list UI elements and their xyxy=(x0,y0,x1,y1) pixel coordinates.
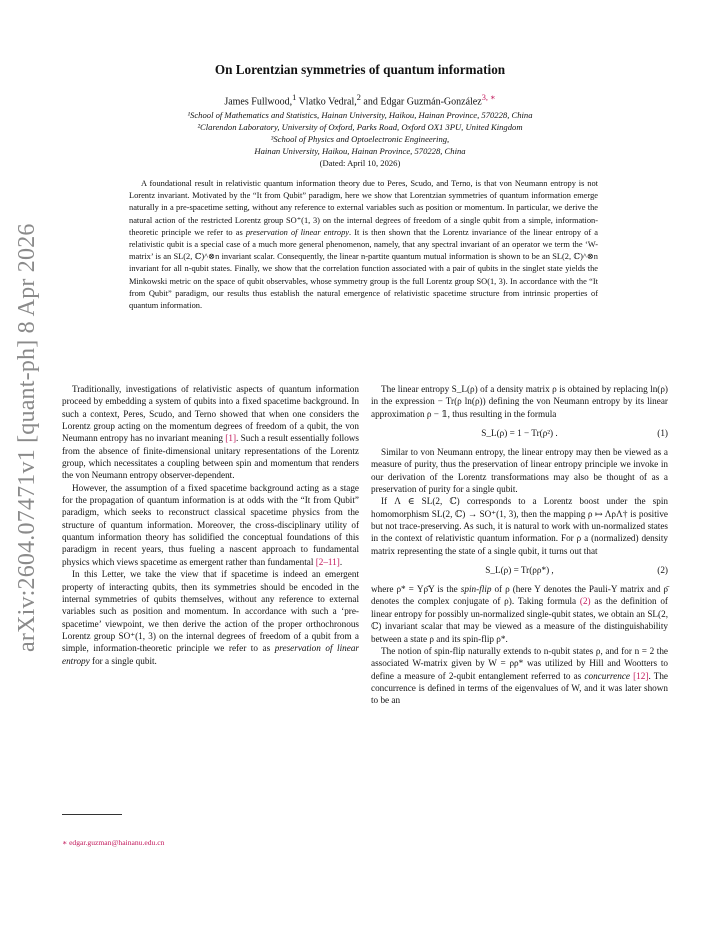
affiliations xyxy=(0,109,720,157)
equation-2 xyxy=(371,557,668,583)
author-2-affil: 2 xyxy=(356,93,361,102)
text: for a single qubit. xyxy=(89,655,157,666)
text: where ρ* = Yρ̄Y is the xyxy=(371,584,461,595)
abstract-emphasis: preservation of linear entropy xyxy=(245,227,349,237)
text: In this Letter, we take the view that if spacetime is indeed an emergent property of interacting qubits, then its symmetries should be encoded in the internal symmetries of qubits themselves, without any reference to external variables such as position and momentum. In accordance with such a ‘pre-spacetime’ viewpoint, we then derive the action of the proper orthochronous Lorentz group SO⁺(1, 3) on the internal degrees of freedom of a qubit from a simple, information-theoretic principle we refer to as xyxy=(62,569,359,654)
equation-number: (2) xyxy=(657,565,668,576)
citation-link[interactable]: [2–11] xyxy=(315,556,340,567)
paragraph: Similar to von Neumann entropy, the linear entropy may then be viewed as a measure of purity, thus the preservation of linear entropy principle we invoke in our derivation of the Lorentz transformations may also be thought of as a preservation of purity for a single qubit. xyxy=(371,447,668,495)
emphasis: concurrence xyxy=(584,670,630,681)
equation-body: S_L(ρ) = 1 − Tr(ρ²) . xyxy=(481,428,558,439)
text: . The concurrence is defined in terms of the eigenvalues of W, and it was later shown to be an xyxy=(371,670,668,706)
text: . xyxy=(339,556,343,567)
text: Traditionally, investigations of relativistic aspects of quantum information proceed by embedding a system of qubits into a fixed spacetime background. In such a context, Peres, Scudo, and Terno showed that when one considers the Lorentz group acting on the momentum degrees of freedom of a qubit, the von Neumann entropy has no invariant meaning xyxy=(62,384,359,444)
paragraph xyxy=(62,568,359,667)
text: as the definition of linear entropy for possibly un-normalized single-qubit states, we obtain an SL(2, ℂ) invariant scalar that may be viewed as a measure of the distinguishability between a state ρ and its spin-flip ρ*. xyxy=(371,596,668,644)
footnote-rule xyxy=(62,814,122,815)
affiliation-2: ²Clarendon Laboratory, University of Oxford, Parks Road, Oxford OX1 3PU, United Kingdom xyxy=(197,122,523,132)
paragraph: The linear entropy S_L(ρ) of a density matrix ρ is obtained by replacing ln(ρ) in the expression − Tr(ρ ln(ρ)) defining the von Neumann entropy by its linear approximation ρ − 𝟙, thus resulting in the formula xyxy=(371,384,668,419)
author-3-affil: 3, ∗ xyxy=(481,93,496,102)
citation-link[interactable]: [1] xyxy=(225,433,237,444)
author-1-affil: 1 xyxy=(292,93,297,102)
equation-ref-link[interactable]: (2) xyxy=(579,596,591,607)
emphasis: spin-flip xyxy=(460,584,492,595)
date-line: (Dated: April 10, 2026) xyxy=(319,158,401,168)
paper-title: On Lorentzian symmetries of quantum information xyxy=(214,62,506,77)
text: of ρ (here Y denotes the Pauli-Y matrix and ρ̄ denotes the complex conjugate of ρ). Taking formula xyxy=(371,584,669,607)
abstract-text-1: A foundational result in relativistic quantum information theory due to Peres, Scudo, and Terno, is that von Neumann entropy is not Lorentz invariant. Motivated by the “It from Qubit” paradigm, here we show that Lorentzian symmetries of quantum information emerge naturally in a pre-spacetime setting, without any reference to external variables such as position or momentum. In particular, we derive the natural action of the restricted Lorentz group SO⁺(1, 3) on the internal degrees of freedom of a single qubit from a simple, information-theoretic principle we refer to as xyxy=(129,179,598,237)
abstract xyxy=(129,178,598,312)
affiliation-3-cont: Hainan University, Haikou, Hainan Province, 570228, China xyxy=(254,146,466,156)
paragraph: If Λ ∈ SL(2, ℂ) corresponds to a Lorentz boost under the spin homomorphism SL(2, ℂ) → SO⁺(1, 3), then the mapping ρ ↦ ΛρΛ† is positive but not trace-preserving. As such, it is natural to work with un-normalized states in the context of relativistic quantum information. For ρ a (normalized) density matrix representing the state of a single qubit, it turns out that xyxy=(371,496,668,556)
paragraph xyxy=(371,583,668,645)
author-2: Vlatko Vedral, xyxy=(296,96,357,108)
right-column xyxy=(371,383,668,707)
email-link[interactable]: edgar.guzman@hainanu.edu.cn xyxy=(69,838,165,847)
left-column xyxy=(62,383,359,667)
footnote xyxy=(62,838,164,847)
affiliation-1: ¹School of Mathematics and Statistics, Hainan University, Haikou, Hainan Province, 570228, China xyxy=(187,110,533,120)
author-3: and Edgar Guzmán-González xyxy=(360,96,482,108)
equation-body: S_L(ρ) = Tr(ρρ*) , xyxy=(485,565,554,576)
paragraph xyxy=(62,383,359,482)
emphasis: preservation of linear entropy xyxy=(62,643,359,666)
text: The notion of spin-flip naturally extends to n-qubit states ρ, and for n = 2 the associated W-matrix given by W = ρρ* was utilized by Hill and Wootters to define a measure of 2-qubit entanglement referred to as xyxy=(371,645,668,681)
text: . Such a result essentially follows from the absence of finite-dimensional unitary representations of the Lorentz group, which necessitates a coupling between spin and momentum that renders the von Neumann entropy observer-dependent. xyxy=(62,433,360,481)
footnote-marker: ∗ xyxy=(62,838,70,847)
citation-link[interactable]: [12] xyxy=(633,670,649,681)
author-list xyxy=(0,92,720,107)
equation-number: (1) xyxy=(657,428,668,439)
arxiv-sidebar xyxy=(14,223,44,932)
affiliation-3: ³School of Physics and Optoelectronic Engineering, xyxy=(270,134,450,144)
author-1: James Fullwood, xyxy=(224,96,293,108)
paragraph xyxy=(62,482,359,568)
paragraph xyxy=(371,645,668,707)
arxiv-identifier: arXiv:2604.07471v1 [quant-ph] 8 Apr 2026 xyxy=(14,223,40,652)
abstract-text-2: . It is then shown that the Lorentz invariance of the linear entropy of a relativistic qubit is a special case of a much more general phenomenon, namely, that any spectral invariant of an operator we term the ‘W-matrix’ is an SL(2, ℂ)^⊗n invariant scalar. Consequently, the linear n-partite quantum mutual information is shown to be an SL(2, ℂ)^⊗n invariant for all n-qubit states. Finally, we show that the correlation function associated with a pair of qubits in the singlet state yields the Minkowski metric on the space of qubit observables, whose symmetry group is the full Lorentz group SO(1, 3). In accordance with the “It from Qubit” paradigm, our results thus establish the natural emergence of relativistic spacetime structure from intrinsic properties of quantum information. xyxy=(129,227,598,311)
equation-1 xyxy=(371,420,668,446)
text: However, the assumption of a fixed spacetime background acting as a stage for the propagation of quantum information is at odds with the “It from Qubit” paradigm, which seeks to reconstruct classical spacetime physics from the structure of quantum information. Moreover, the cross-disciplinary utility of quantum information theory has solidified the conceptual foundations of this paradigm in recent years, thus fueling a nascent approach to fundamental physics which views spacetime as emergent rather than fundamental xyxy=(62,482,359,567)
